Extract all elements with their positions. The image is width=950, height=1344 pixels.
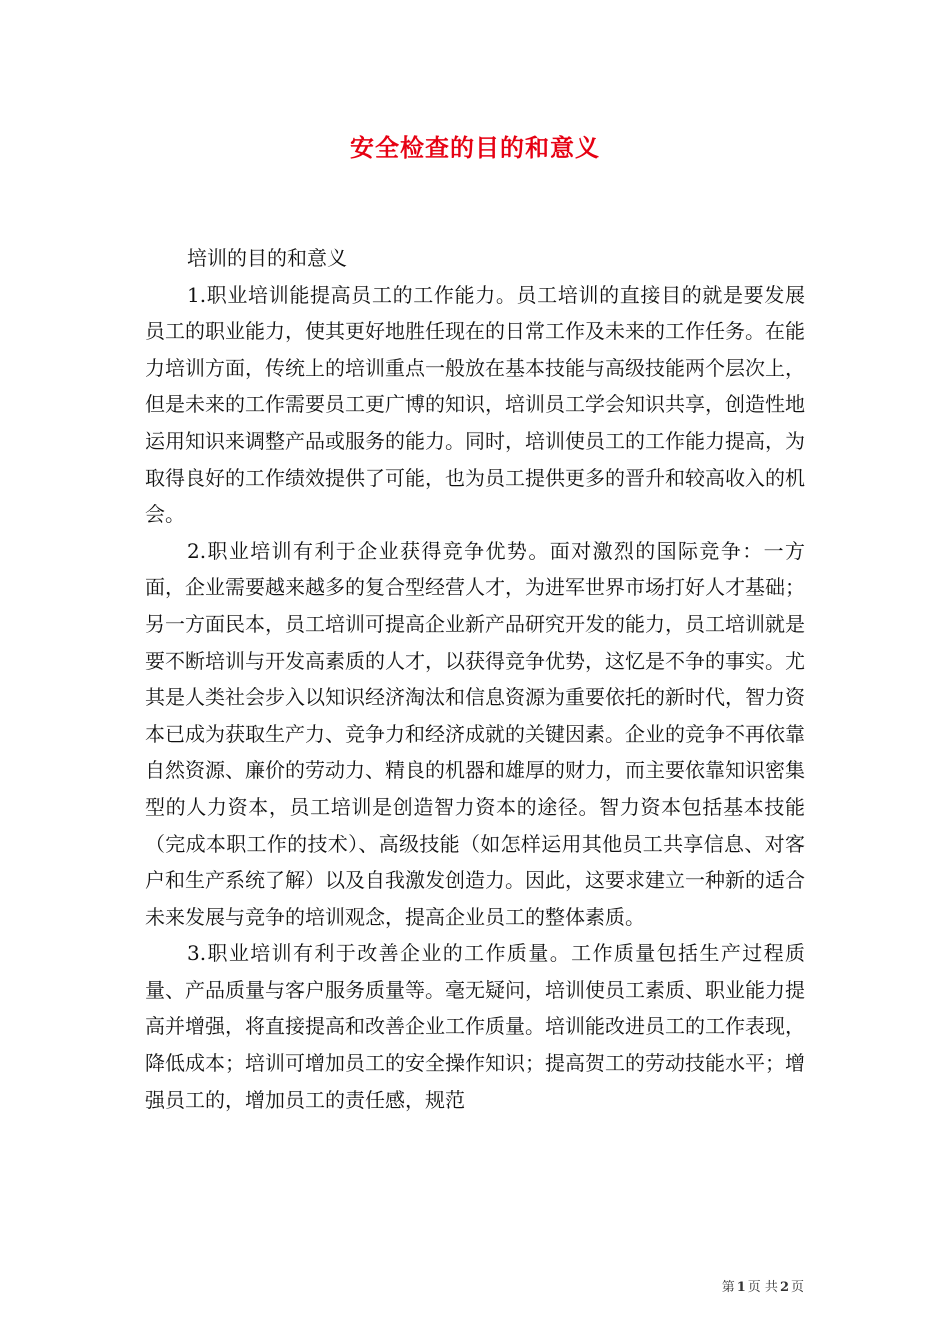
paragraph-3: 3.职业培训有利于改善企业的工作质量。工作质量包括生产过程质量、产品质量与客户服务质量等。毫无疑问，培训使员工素质、职业能力提高并增强，将直接提高和改善企业工作质量。培训能改进员工的工作表现，降低成本；培训可增加员工的安全操作知识；提高贺工的劳动技能水平；增强员工的，增加员工的责任感，规范 (145, 941, 805, 1112)
footer-prefix: 第 (721, 1280, 735, 1295)
section-heading: 培训的目的和意义 (187, 246, 347, 270)
footer-total-pages: 2 (779, 1280, 789, 1295)
footer-middle: 页 共 (747, 1280, 778, 1295)
document-body (145, 240, 805, 1118)
paragraph-2: 2.职业培训有利于企业获得竞争优势。面对激烈的国际竞争：一方面，企业需要越来越多的复合型经营人才，为进军世界市场打好人才基础；另一方面民本，员工培训可提高企业新产品研究开发的能力，员工培训就是要不断培训与开发高素质的人才，以获得竞争优势，这忆是不争的事实。尤其是人类社会步入以知识经济淘汰和信息资源为重要依托的新时代，智力资本已成为获取生产力、竞争力和经济成就的关键因素。企业的竞争不再依靠自然资源、廉价的劳动力、精良的机器和雄厚的财力，而主要依靠知识密集型的人力资本，员工培训是创造智力资本的途径。智力资本包括基本技能（完成本职工作的技术）、高级技能（如怎样运用其他员工共享信息、对客户和生产系统了解）以及自我激发创造力。因此，这要求建立一种新的适合未来发展与竞争的培训观念，提高企业员工的整体素质。 (145, 538, 805, 929)
document-title: 安全检查的目的和意义 (350, 133, 600, 162)
paragraph-1: 1.职业培训能提高员工的工作能力。员工培训的直接目的就是要发展员工的职业能力，使其更好地胜任现在的日常工作及未来的工作任务。在能力培训方面，传统上的培训重点一般放在基本技能与高级技能两个层次上，但是未来的工作需要员工更广博的知识，培训员工学会知识共享，创造性地运用知识来调整产品或服务的能力。同时，培训使员工的工作能力提高，为取得良好的工作绩效提供了可能，也为员工提供更多的晋升和较高收入的机会。 (145, 282, 805, 527)
footer-current-page: 1 (736, 1280, 746, 1295)
page-number-footer (722, 1279, 804, 1297)
footer-suffix: 页 (790, 1280, 804, 1295)
